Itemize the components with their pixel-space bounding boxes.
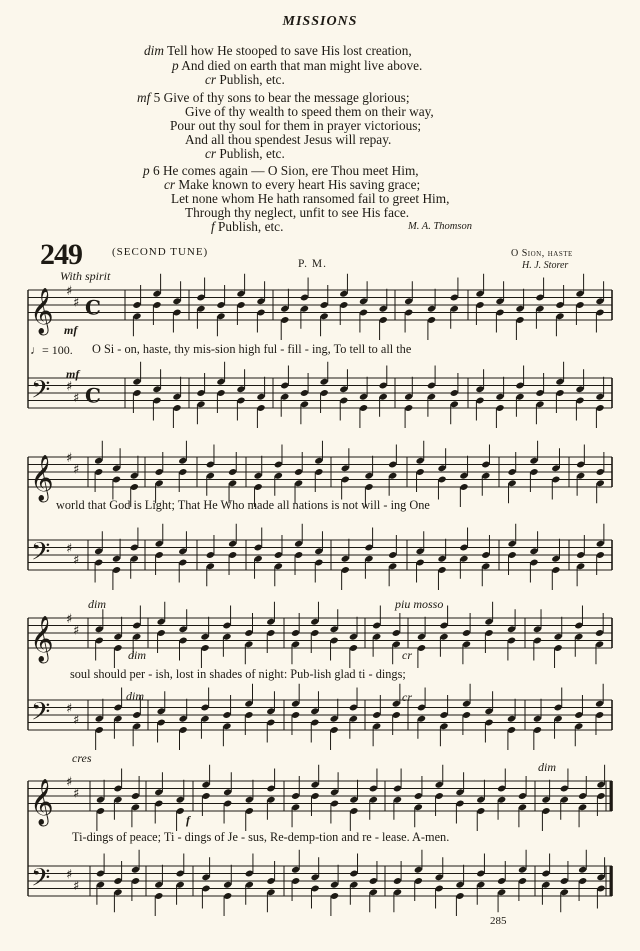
bass-clef-icon: 𝄢	[31, 375, 51, 411]
meter: P. M.	[298, 258, 327, 270]
verse-dynamic: p	[143, 163, 150, 178]
treble-clef-icon: 𝄞	[30, 288, 54, 334]
sharp-icon: ♯	[66, 867, 73, 883]
dynamic-dim: dim	[88, 597, 106, 611]
verse-dynamic: cr	[164, 177, 176, 192]
verse-text: And died on earth that man might live above.	[178, 58, 423, 73]
lyrics-line: Ti-dings of peace; Ti - dings of Je - sus, Re-demp-tion and re - lease. A-men.	[72, 830, 450, 844]
verse-text: Through thy neglect, unfit to see His face.	[185, 205, 410, 220]
sharp-icon: ♯	[66, 379, 73, 395]
verse-dynamic: cr	[205, 146, 217, 161]
sharp-icon: ♯	[66, 701, 73, 717]
text-attribution: M. A. Thomson	[408, 221, 472, 232]
tempo-marking: With spirit	[60, 269, 111, 283]
sharp-icon: ♯	[66, 612, 73, 627]
metronome-value: = 100.	[42, 343, 73, 357]
sharp-icon: ♯	[73, 390, 80, 406]
metronome-marking: ♩= 100.	[30, 343, 73, 357]
sharp-icon: ♯	[66, 541, 73, 557]
verse-text: Publish, etc.	[214, 219, 284, 234]
verse-text: Pour out thy soul for them in prayer victorious;	[170, 118, 422, 133]
composer: H. J. Storer	[522, 260, 569, 271]
dynamic-mf-bass: mf	[66, 367, 80, 381]
dynamic-cr-bass: cr	[402, 690, 412, 704]
sharp-icon: ♯	[73, 462, 80, 478]
page-number: 285	[490, 915, 507, 927]
treble-clef-icon: 𝄞	[30, 455, 54, 501]
sharp-icon: ♯	[73, 878, 80, 894]
hymn-number: 249	[40, 238, 82, 271]
verse-text: Let none whom He hath ransomed fail to greet Him,	[171, 191, 450, 206]
sharp-icon: ♯	[66, 284, 73, 299]
running-header: MISSIONS	[282, 14, 358, 29]
sharp-icon: ♯	[73, 712, 80, 728]
treble-clef-icon: 𝄞	[30, 779, 54, 825]
sharp-icon: ♯	[73, 552, 80, 568]
verse-text: 5 Give of thy sons to bear the message glorious;	[150, 90, 410, 105]
treble-clef-icon: 𝄞	[30, 616, 54, 662]
verse-dynamic: mf	[137, 90, 151, 105]
bass-clef-icon: 𝄢	[31, 537, 51, 573]
verse-text: Tell how He stooped to save His lost creation,	[163, 43, 412, 58]
tune-name: O Sion, haste	[511, 248, 573, 259]
tempo-piu-mosso: piu mosso	[395, 597, 444, 611]
bass-clef-icon: 𝄢	[31, 863, 51, 899]
verse-dynamic: cr	[205, 72, 217, 87]
lyrics-line: soul should per - ish, lost in shades of night: Pub-lish glad ti - dings;	[70, 667, 406, 681]
verse-text: Give of thy wealth to speed them on their way,	[185, 104, 434, 119]
dynamic-dim-end: dim	[538, 760, 556, 774]
verse-text: Publish, etc.	[216, 146, 285, 161]
sharp-icon: ♯	[73, 786, 80, 802]
dynamic-mf: mf	[64, 323, 78, 337]
dynamic-dim-bass: dim	[126, 689, 144, 703]
sharp-icon: ♯	[66, 451, 73, 466]
tune-label: (SECOND TUNE)	[112, 246, 209, 258]
verse-dynamic: p	[172, 58, 179, 73]
common-time-icon: C	[85, 383, 101, 408]
sharp-icon: ♯	[73, 623, 80, 639]
verse-text: 6 He comes again — O Sion, ere Thou meet Him,	[149, 163, 419, 178]
verse-text: And all thou spendest Jesus will repay.	[185, 132, 392, 147]
common-time-icon: C	[85, 295, 101, 320]
dynamic-cres: cres	[72, 751, 92, 765]
verse-dynamic: dim	[144, 43, 164, 58]
dynamic-dim-low: dim	[128, 648, 146, 662]
sharp-icon: ♯	[73, 295, 80, 311]
bass-clef-icon: 𝄢	[31, 697, 51, 733]
sharp-icon: ♯	[66, 775, 73, 790]
dynamic-cr: cr	[402, 648, 412, 662]
dynamic-f: f	[186, 813, 190, 827]
verse-dynamic: f	[211, 219, 215, 234]
lyrics-line: O Si - on, haste, thy mis-sion high ful - fill - ing, To tell to all the	[92, 342, 412, 356]
verse-text: Make known to every heart His saving grace;	[175, 177, 421, 192]
lyrics-line: world that God is Light; That He Who made all nations is not will - ing One	[56, 498, 430, 512]
verse-text: Publish, etc.	[216, 72, 285, 87]
